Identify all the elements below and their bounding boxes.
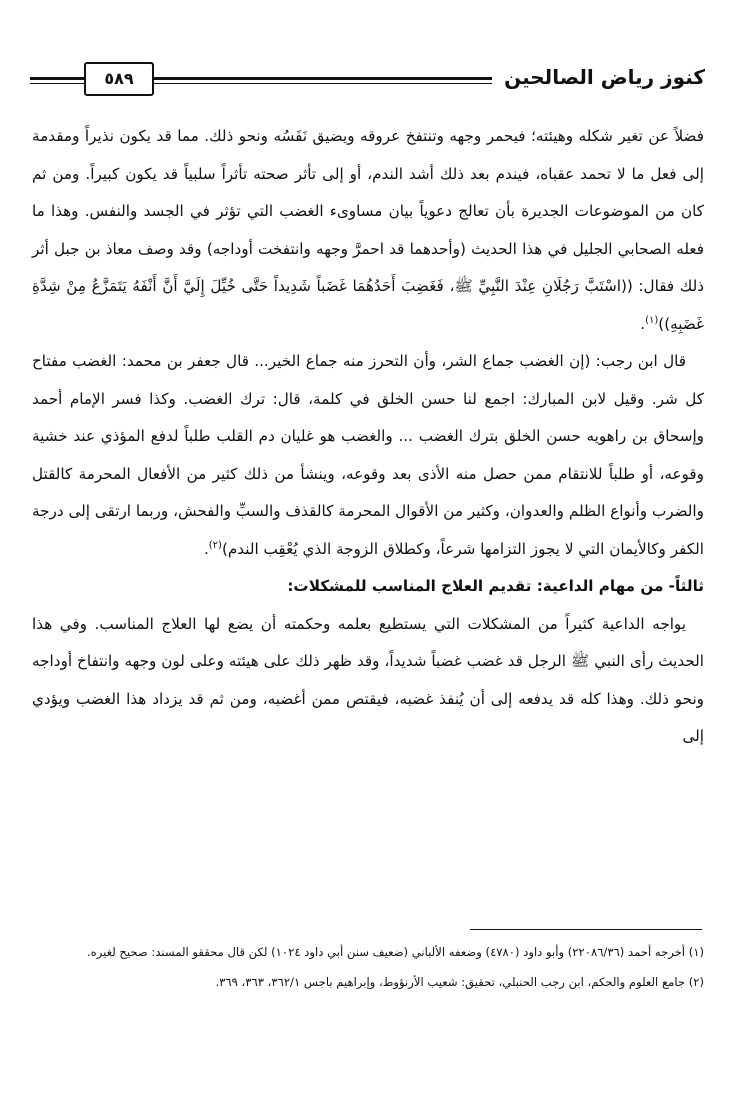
paragraph-1-text: فضلاً عن تغير شكله وهيئته؛ فيحمر وجهه وتنتفخ عروقه ويضيق نَفَسُه ونحو ذلك. مما قد يكون نذيراً ومقدمة إلى فعل ما لا تحمد عقباه، فيندم بعد ذلك أشد الندم، أو إلى تأثر صحته تأثراً سلبياً قد يكون كبيراً. ومن ثم كان من الموضوعات الجديرة بأن تعالج دعوياً بيان مساوىء الغضب التي تؤثر في الجسد والنفس. وهذا ما فعله الصحابي الجليل في هذا الحديث (وأحدهما قد احمرَّ وجهه وانتفخت أوداجه) وقد وصف معاذ بن جبل أثر ذلك فقال: ((اسْتَبَّ رَجُلَانِ عِنْدَ النَّبِيِّ ﷺ، فَغَضِبَ أَحَدُهُمَا غَضَباً شَدِيداً حَتَّى خُيِّلَ إِلَيَّ أَنَّ أَنْفَهُ يَتَمَزَّعُ مِنْ شِدَّةِ غَضَبِهِ)) — [32, 127, 704, 333]
section-heading: ثالثاً- من مهام الداعية: تقديم العلاج المناسب للمشكلات: — [287, 577, 704, 595]
body-text — [32, 118, 704, 756]
page-number: ٥٨٩ — [84, 62, 154, 96]
running-title: كنوز رياض الصالحين — [492, 58, 705, 96]
paragraph-2: قال ابن رجب: (إن الغضب جماع الشر، وأن التحرز منه جماع الخير... قال جعفر بن محمد: الغضب مفتاح كل شر. وقيل لابن المبارك: اجمع لنا حسن الخلق في كلمة، قال: ترك الغضب. وكذا فسر الإمام أحمد وإسحاق بن راهويه حسن الخلق بترك الغضب ... والغضب هو غليان دم القلب طلباً لدفع المؤذي عند خشية وقوعه، أو طلباً للانتقام ممن حصل منه الأذى بعد وقوعه، وينشأ من ذلك كثير من الأفعال المحرمة كالقتل والضرب وأنواع الظلم والعدوان، وكثير من الأقوال المحرمة كالقذف والسبِّ والفحش، وربما ارتقى إلى درجة الكفر وكالأيمان التي لا يجوز التزامها شرعاً، وكطلاق الزوجة الذي يُعْقِب الندم)$^{(٢)}$. — [32, 352, 704, 558]
paragraph-3: يواجه الداعية كثيراً من المشكلات التي يستطيع بعلمه وحكمته أن يضع لها العلاج المناسب. وفي هذا الحديث رأى النبي ﷺ الرجل قد غضب غضباً شديداً، وقد ظهر ذلك على هيئته وعلى لون وجهه وانتفاخ أوداجه ونحو ذلك. وهذا كله قد يدفعه إلى أن يُنفذ غضبه، فيقتص ممن أغضبه، ومن ثم قد يزداد هذا الغضب ويؤدي إلى — [32, 614, 704, 745]
footnote-1: (١) أخرجه أحمد (٢٢٠٨٦/٣٦) وأبو داود (٤٧٨٠) وضعفه الألباني (ضعيف سنن أبي داود ١٠٢٤) لكن قال محققو المسند: صحيح لغيره. — [86, 945, 704, 959]
paragraph-1: فضلاً عن تغير شكله وهيئته؛ فيحمر وجهه وتنتفخ عروقه ويضيق نَفَسُه ونحو ذلك. مما قد يكون نذيراً ومقدمة إلى فعل ما لا تحمد عقباه، فيندم بعد ذلك أشد الندم، أو إلى تأثر صحته تأثراً سلبياً قد يكون كبيراً. ومن ثم كان من الموضوعات الجديرة بأن تعالج دعوياً بيان مساوىء الغضب التي تؤثر في الجسد والنفس. وهذا ما فعله الصحابي الجليل في هذا الحديث (وأحدهما قد احمرَّ وجهه وانتفخت أوداجه) وقد وصف معاذ بن جبل أثر ذلك فقال: ((اسْتَبَّ رَجُلَانِ عِنْدَ النَّبِيِّ ﷺ، فَغَضِبَ أَحَدُهُمَا غَضَباً شَدِيداً حَتَّى خُيِّلَ إِلَيَّ أَنَّ أَنْفَهُ يَتَمَزَّعُ مِنْ شِدَّةِ غَضَبِهِ))$^{(١)}$. — [32, 127, 704, 333]
footnote-separator — [470, 929, 702, 930]
paragraph-2-text: قال ابن رجب: (إن الغضب جماع الشر، وأن التحرز منه جماع الخير... قال جعفر بن محمد: الغضب مفتاح كل شر. وقيل لابن المبارك: اجمع لنا حسن الخلق في كلمة، قال: ترك الغضب. وكذا فسر الإمام أحمد وإسحاق بن راهويه حسن الخلق بترك الغضب ... والغضب هو غليان دم القلب طلباً لدفع المؤذي عند خشية وقوعه، أو طلباً للانتقام ممن حصل منه الأذى بعد وقوعه، وينشأ من ذلك كثير من الأفعال المحرمة كالقتل والضرب وأنواع الظلم والعدوان، وكثير من الأقوال المحرمة كالقذف والسبِّ والفحش، وربما ارتقى إلى درجة الكفر وكالأيمان التي لا يجوز التزامها شرعاً، وكطلاق الزوجة الذي يُعْقِب الندم) — [32, 352, 704, 558]
footnote-2: (٢) جامع العلوم والحكم، ابن رجب الحنبلي، تحقيق: شعيب الأرنؤوط، وإبراهيم باجس ٣٦٢/١، ٣٦٣، ٣٦٩. — [215, 975, 704, 989]
footnote-ref-1: (١) — [645, 314, 659, 326]
page-header — [30, 52, 705, 100]
footnotes — [32, 937, 704, 997]
footnote-ref-2: (٢) — [208, 539, 222, 551]
